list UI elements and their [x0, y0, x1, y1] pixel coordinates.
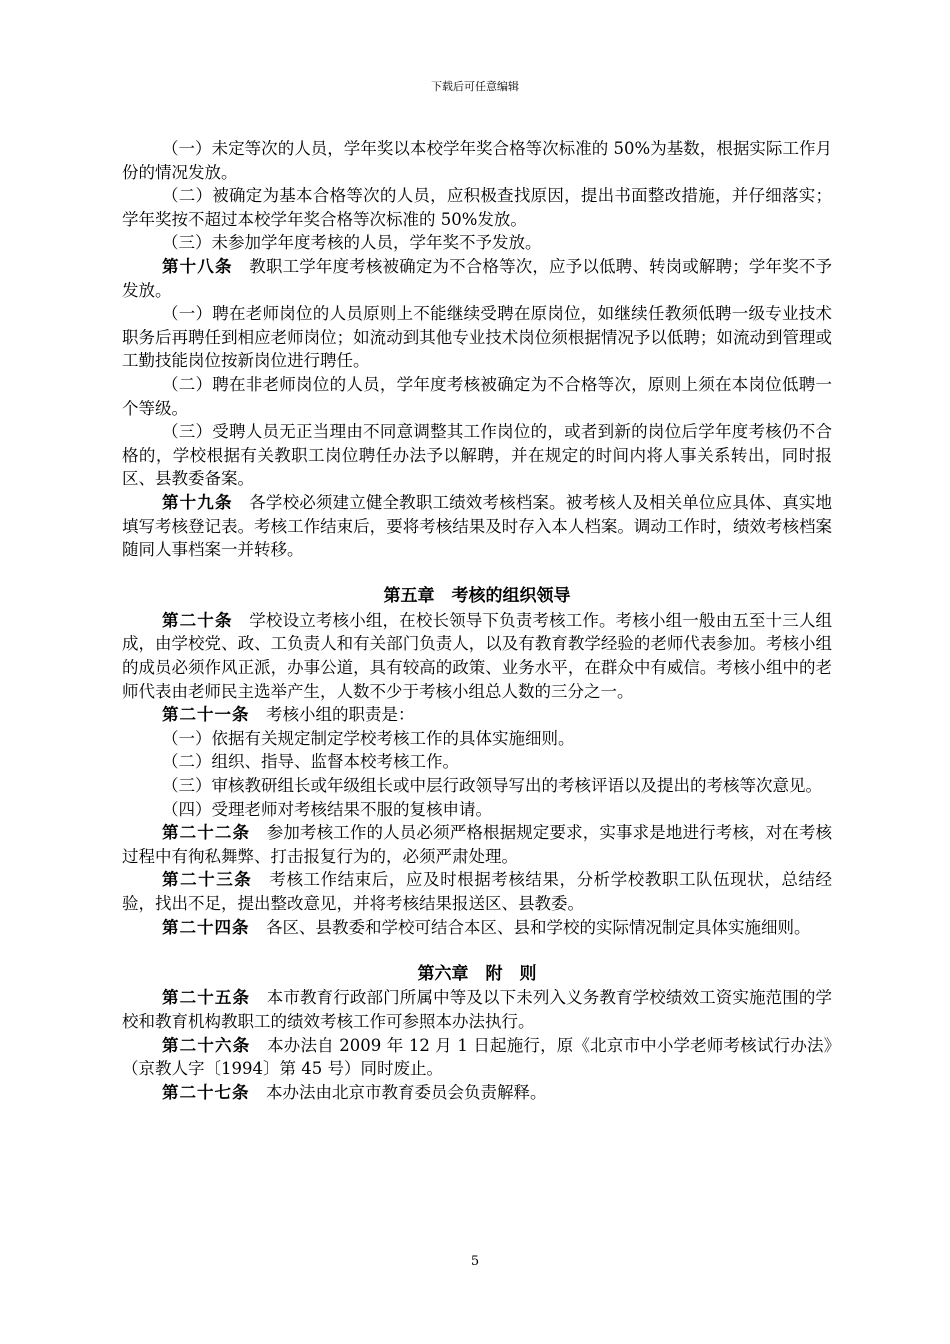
page-header: 下载后可任意编辑 — [431, 80, 519, 93]
article-heading: 第十八条 — [162, 256, 233, 276]
chapter-5 — [122, 585, 832, 939]
article-22: 第二十二条 参加考核工作的人员必须严格根据规定要求，实事求是地进行考核，对在考核过程中有徇私舞弊、打击报复行为的，必须严肃处理。 — [122, 823, 833, 866]
article-24: 第二十四条 各区、县教委和学校可结合本区、县和学校的实际情况制定具体实施细则。 — [162, 917, 811, 937]
paragraph: （一）未定等次的人员，学年奖以本校学年奖合格等次标准的 50%为基数，根据实际工作月份的情况发放。 — [122, 139, 832, 182]
article-20: 第二十条 学校设立考核小组，在校长领导下负责考核工作。考核小组一般由五至十三人组成，由学校党、政、工负责人和有关部门负责人，以及有教育教学经验的老师代表参加。考核小组的成员必须作风正派，办事公道，具有较高的政策、业务水平，在群众中有威信。考核小组中的老师代表由老师民主选举产生，人数不少于考核小组总人数的三分之一。 — [122, 610, 833, 701]
article-26: 第二十六条 本办法自 2009 年 12 月 1 日起施行，原《北京市中小学老师考核试行办法》（京教人字〔1994〕第 45 号）同时废止。 — [122, 1035, 832, 1079]
page-number: 5 — [470, 1254, 480, 1269]
article-heading: 第二十三条 — [162, 870, 253, 890]
article-heading: 第十九条 — [162, 492, 233, 512]
paragraph: （一）依据有关规定制定学校考核工作的具体实施细则。 — [162, 728, 575, 748]
paragraph: （三）审核教研组长或年级组长或中层行政领导写出的考核评语以及提出的考核等次意见。 — [162, 776, 822, 796]
paragraph: （二）聘在非老师岗位的人员，学年度考核被确定为不合格等次，原则上须在本岗位低聘一个等级。 — [122, 374, 832, 418]
article-21: 第二十一条 考核小组的职责是： — [162, 705, 415, 725]
article-heading: 第二十一条 — [162, 705, 250, 725]
paragraph: （四）受理老师对考核结果不服的复核申请。 — [162, 799, 492, 819]
article-23: 第二十三条 考核工作结束后，应及时根据考核结果，分析学校教职工队伍现状，总结经验，找出不足，提出整改意见，并将考核结果报送区、县教委。 — [122, 870, 833, 913]
article-heading: 第二十六条 — [162, 1035, 251, 1055]
document-body — [122, 137, 832, 1104]
article-19: 第十九条 各学校必须建立健全教职工绩效考核档案。被考核人及相关单位应具体、真实地填写考核登记表。考核工作结束后，要将考核结果及时存入本人档案。调动工作时，绩效考核档案随同人事档案一并转移。 — [122, 492, 833, 560]
paragraph: （一）聘在老师岗位的人员原则上不能继续受聘在原岗位，如继续任教须低聘一级专业技术职务后再聘任到相应老师岗位；如流动到其他专业技术岗位须根据情况予以低聘；如流动到管理或工勤技能岗位按新岗位进行聘任。 — [122, 304, 832, 371]
article-heading: 第二十七条 — [162, 1082, 250, 1102]
section-continuation — [122, 137, 832, 562]
article-heading: 第二十二条 — [162, 823, 251, 843]
paragraph: （三）受聘人员无正当理由不同意调整其工作岗位的，或者到新的岗位后学年度考核仍不合格的，学校根据有关教职工岗位聘任办法予以解聘，并在规定的时间内将人事关系转出，同时报区、县教委备案。 — [122, 422, 832, 489]
article-25: 第二十五条 本市教育行政部门所属中等及以下未列入义务教育学校绩效工资实施范围的学校和教育机构教职工的绩效考核工作可参照本办法执行。 — [122, 988, 833, 1031]
paragraph: （二）组织、指导、监督本校考核工作。 — [162, 752, 459, 772]
article-heading: 第二十条 — [162, 610, 233, 630]
article-heading: 第二十四条 — [162, 917, 250, 937]
article-heading: 第二十五条 — [162, 988, 251, 1008]
chapter-6 — [122, 963, 832, 1105]
chapter-title: 第五章 考核的组织领导 — [383, 586, 571, 607]
paragraph: （二）被确定为基本合格等次的人员，应积极查找原因，提出书面整改措施，并仔细落实；学年奖按不超过本校学年奖合格等次标准的 50%发放。 — [122, 186, 832, 229]
paragraph: （三）未参加学年度考核的人员，学年奖不予发放。 — [162, 233, 542, 253]
article-18: 第十八条 教职工学年度考核被确定为不合格等次，应予以低聘、转岗或解聘；学年奖不予发放。 — [122, 256, 833, 300]
article-27: 第二十七条 本办法由北京市教育委员会负责解释。 — [162, 1082, 547, 1102]
chapter-title: 第六章 附 则 — [417, 963, 537, 984]
